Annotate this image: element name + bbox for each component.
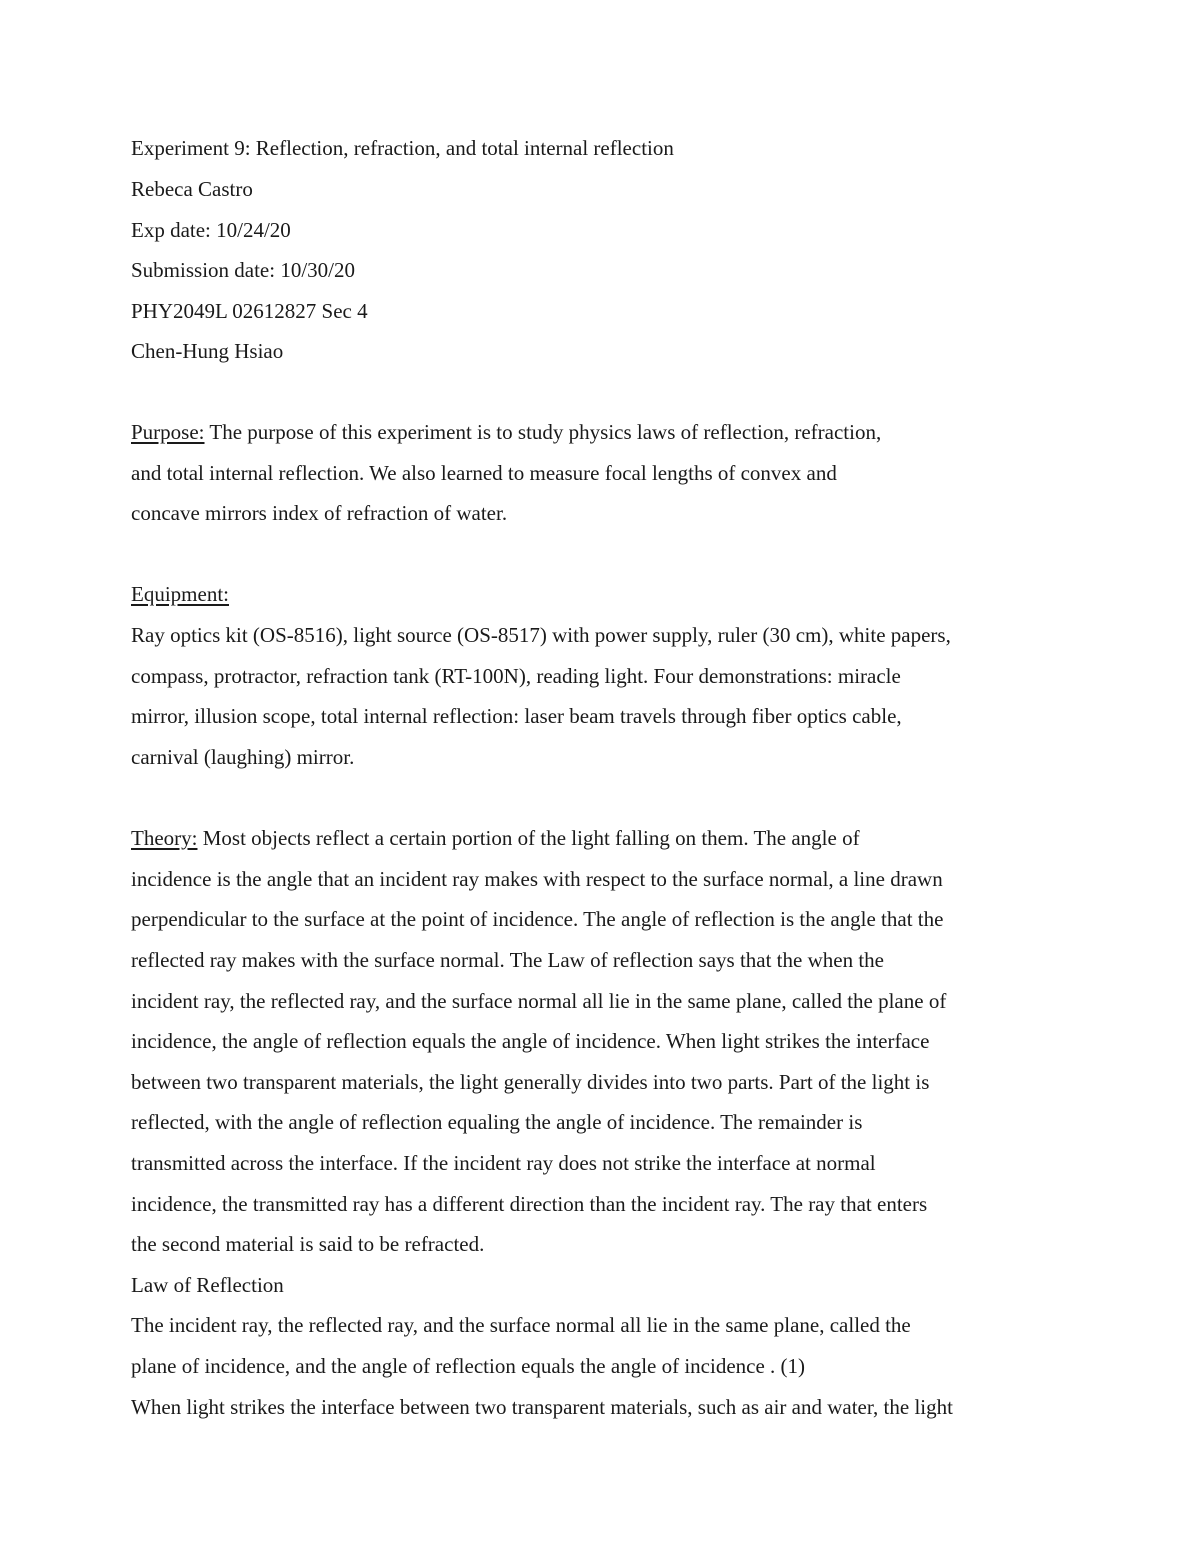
theory-line-9: transmitted across the interface. If the incident ray does not strike the interface at normal bbox=[131, 1151, 876, 1175]
law-line-3: When light strikes the interface between two transparent materials, such as air and water, the light bbox=[131, 1395, 953, 1419]
purpose-line-1 bbox=[131, 419, 881, 445]
equipment-line-3: mirror, illusion scope, total internal reflection: laser beam travels through fiber optics cable, bbox=[131, 704, 902, 728]
instructor-name: Chen-Hung Hsiao bbox=[131, 339, 284, 363]
theory-line-11: the second material is said to be refracted. bbox=[131, 1232, 485, 1256]
law-of-reflection-heading: Law of Reflection bbox=[131, 1273, 284, 1297]
purpose-text: The purpose of this experiment is to study physics laws of reflection, refraction, bbox=[204, 420, 882, 444]
theory-text: Most objects reflect a certain portion of the light falling on them. The angle of bbox=[197, 826, 860, 850]
law-line-2: plane of incidence, and the angle of reflection equals the angle of incidence . (1) bbox=[131, 1354, 806, 1378]
theory-line-2: incidence is the angle that an incident ray makes with respect to the surface normal, a line drawn bbox=[131, 867, 943, 891]
theory-label: Theory: bbox=[131, 826, 198, 850]
purpose-line-2: and total internal reflection. We also learned to measure focal lengths of convex and bbox=[131, 461, 837, 485]
theory-line-6: incidence, the angle of reflection equals the angle of incidence. When light strikes the interface bbox=[131, 1029, 930, 1053]
purpose-label: Purpose: bbox=[131, 420, 205, 444]
equipment-label: Equipment: bbox=[131, 582, 229, 606]
experiment-date: Exp date: 10/24/20 bbox=[131, 218, 291, 242]
purpose-line-3: concave mirrors index of refraction of water. bbox=[131, 501, 508, 525]
equipment-line-4: carnival (laughing) mirror. bbox=[131, 745, 355, 769]
theory-line-4: reflected ray makes with the surface normal. The Law of reflection says that the when the bbox=[131, 948, 884, 972]
theory-line-5: incident ray, the reflected ray, and the surface normal all lie in the same plane, called the plane of bbox=[131, 989, 947, 1013]
theory-line-8: reflected, with the angle of reflection equaling the angle of incidence. The remainder is bbox=[131, 1110, 863, 1134]
equipment-line-1: Ray optics kit (OS-8516), light source (OS-8517) with power supply, ruler (30 cm), white papers, bbox=[131, 623, 951, 647]
theory-line-10: incidence, the transmitted ray has a different direction than the incident ray. The ray that enters bbox=[131, 1192, 928, 1216]
theory-line-3: perpendicular to the surface at the point of incidence. The angle of reflection is the angle that the bbox=[131, 907, 944, 931]
course-section: PHY2049L 02612827 Sec 4 bbox=[131, 299, 368, 323]
law-line-1: The incident ray, the reflected ray, and the surface normal all lie in the same plane, called the bbox=[131, 1313, 911, 1337]
equipment-line-2: compass, protractor, refraction tank (RT-100N), reading light. Four demonstrations: miracle bbox=[131, 664, 901, 688]
author-name: Rebeca Castro bbox=[131, 177, 253, 201]
theory-line-7: between two transparent materials, the light generally divides into two parts. Part of the light is bbox=[131, 1070, 930, 1094]
report-title: Experiment 9: Reflection, refraction, and total internal reflection bbox=[131, 136, 674, 160]
submission-date: Submission date: 10/30/20 bbox=[131, 258, 356, 282]
theory-line-1 bbox=[131, 825, 860, 851]
